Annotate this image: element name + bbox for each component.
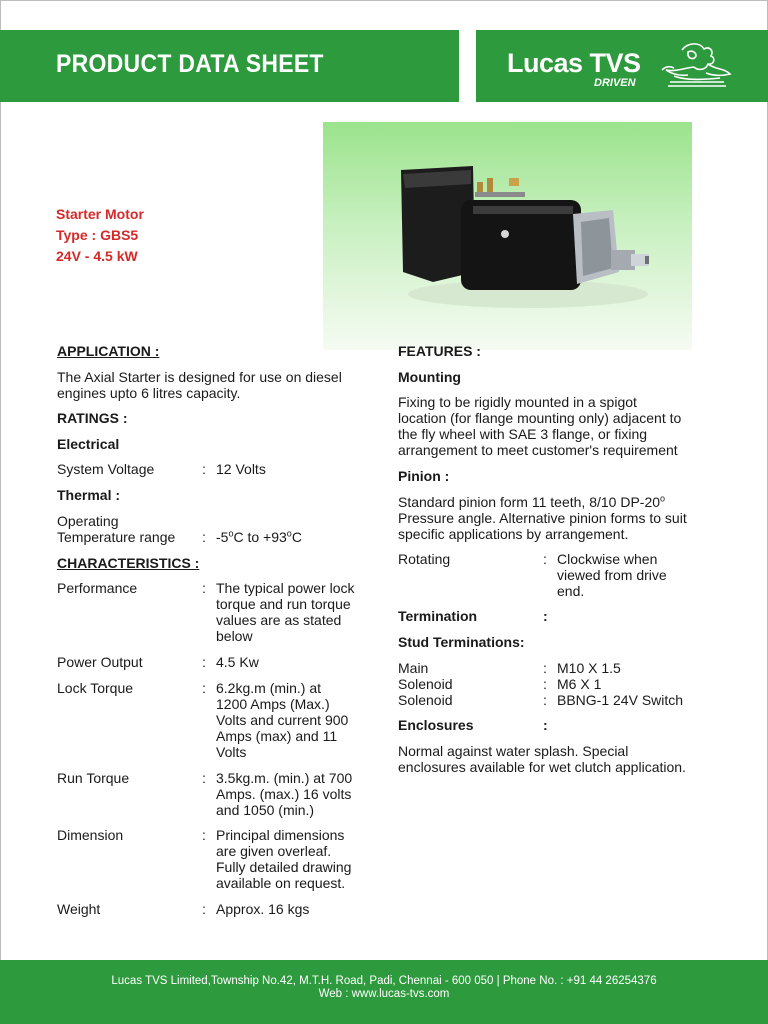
application-text-2: engines upto 6 litres capacity.: [57, 385, 241, 401]
performance-label: Performance: [57, 580, 138, 596]
run-torque-label: Run Torque: [57, 770, 130, 786]
operating-label-2: Temperature range: [57, 529, 176, 545]
application-heading: APPLICATION :: [57, 343, 160, 359]
main-label: Main: [398, 660, 429, 676]
dimension-value: Principal dimensions are given overleaf. Fully detailed drawing available on request.: [216, 827, 352, 891]
mounting-text: Fixing to be rigidly mounted in a spigot location (for flange mounting only) adjacent to the fly wheel with SAE 3 flange, or fixing arrangement to meet customer's requirement: [398, 394, 682, 458]
colon: :: [202, 580, 206, 596]
solenoid-value-2: BBNG-1 24V Switch: [557, 692, 684, 708]
system-voltage-value: 12 Volts: [216, 461, 266, 477]
product-type: Type : GBS5: [56, 227, 139, 243]
enclosures-heading: Enclosures: [398, 717, 474, 733]
brand-logo-text: Lucas TVS: [507, 48, 641, 78]
thermal-heading: Thermal :: [57, 487, 121, 503]
right-column: [398, 343, 758, 783]
solenoid-label-2: Solenoid: [398, 692, 453, 708]
temperature-range-value: -5$^o$C to $+93^oC$: [216, 528, 302, 545]
colon: :: [202, 901, 206, 917]
ratings-heading: RATINGS :: [57, 410, 128, 426]
colon: :: [202, 680, 206, 696]
pinion-text: Standard pinion form 11 teeth, 8/10 DP-20$^o$ Pressure angle. Alternative pinion forms to suit specific applications by arrangement.: [398, 493, 687, 542]
colon: :: [202, 529, 206, 545]
colon: :: [202, 770, 206, 786]
solenoid-value-1: M6 X 1: [557, 676, 602, 692]
pinion-heading: Pinion :: [398, 468, 450, 484]
enclosures-text-2: enclosures available for wet clutch application.: [398, 759, 686, 775]
main-value: M10 X 1.5: [557, 660, 621, 676]
footer-website: Web : www.lucas-tvs.com: [318, 988, 450, 1000]
system-voltage-label: System Voltage: [57, 461, 155, 477]
operating-label-1: Operating: [57, 513, 119, 529]
colon: :: [543, 660, 547, 676]
colon: :: [202, 461, 206, 477]
termination-heading: Termination: [398, 608, 478, 624]
dimension-label: Dimension: [57, 827, 124, 843]
colon: :: [543, 551, 547, 567]
performance-value: The typical power lock torque and run torque values are as stated below: [216, 580, 355, 644]
colon: :: [543, 676, 547, 692]
starter-motor-image: [323, 122, 692, 350]
enclosures-text-1: Normal against water splash. Special: [398, 743, 629, 759]
solenoid-label-1: Solenoid: [398, 676, 453, 692]
electrical-heading: Electrical: [57, 436, 120, 452]
brand-tagline: DRIVEN: [594, 77, 636, 89]
power-output-value: 4.5 Kw: [216, 654, 259, 670]
product-rating: 24V - 4.5 kW: [56, 248, 138, 264]
footer-address: Lucas TVS Limited,Township No.42, M.T.H. Road, Padi, Chennai - 600 050 | Phone No. : +91 44 26254376: [111, 975, 657, 987]
lock-torque-label: Lock Torque: [57, 680, 134, 696]
colon: :: [202, 654, 206, 670]
colon: :: [202, 827, 206, 843]
mounting-heading: Mounting: [398, 369, 461, 385]
lion-logo-icon: [654, 40, 734, 92]
lock-torque-value: 6.2kg.m (min.) at 1200 Amps (Max.) Volts and current 900 Amps (max) and 11 Volts: [216, 680, 349, 760]
rotating-value: Clockwise when viewed from drive end.: [557, 551, 667, 599]
colon: :: [543, 692, 547, 708]
application-text-1: The Axial Starter is designed for use on diesel: [57, 369, 342, 385]
stud-terminations-heading: Stud Terminations:: [398, 634, 525, 650]
rotating-label: Rotating: [398, 551, 451, 567]
colon: :: [543, 717, 548, 733]
product-title: [56, 204, 144, 267]
features-heading: FEATURES :: [398, 343, 481, 359]
characteristics-heading: CHARACTERISTICS :: [57, 555, 200, 571]
left-column: [57, 343, 377, 933]
product-name: Starter Motor: [56, 206, 144, 222]
run-torque-value: 3.5kg.m. (min.) at 700 Amps. (max.) 16 volts and 1050 (min.): [216, 770, 353, 818]
power-output-label: Power Output: [57, 654, 143, 670]
weight-label: Weight: [57, 901, 101, 917]
page-title: PRODUCT DATA SHEET: [56, 50, 324, 78]
product-photo: [323, 122, 692, 350]
weight-value: Approx. 16 kgs: [216, 901, 310, 917]
colon: :: [543, 608, 548, 624]
